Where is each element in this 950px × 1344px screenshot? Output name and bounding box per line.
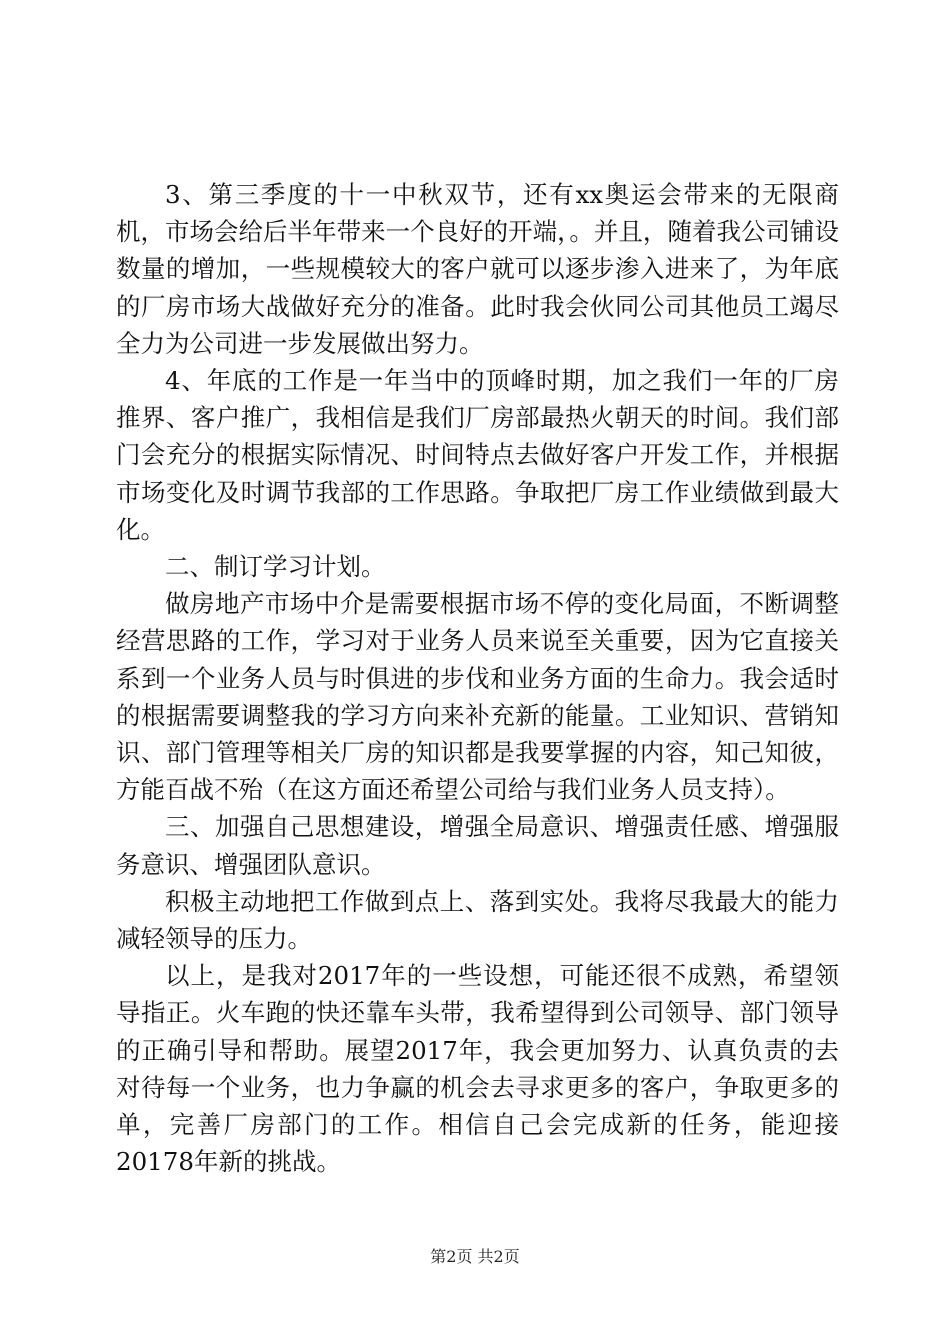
paragraph-study-plan: 做房地产市场中介是需要根据市场不停的变化局面，不断调整经营思路的工作，学习对于业务人员来说至关重要，因为它直接关系到一个业务人员与时俱进的步伐和业务方面的生命力。我会适时的根据需要调整我的学习方向来补充新的能量。工业知识、营销知识、部门管理等相关厂房的知识都是我要掌握的内容，知己知彼，方能百战不殆（在这方面还希望公司给与我们业务人员支持）。 — [116, 589, 839, 805]
document-body — [116, 176, 839, 1180]
paragraph-q3-plan: 3、第三季度的十一中秋双节，还有xx奥运会带来的无限商机，市场会给后半年带来一个良好的开端，。并且，随着我公司铺设数量的增加，一些规模较大的客户就可以逐步渗入进来了，为年底的厂房市场大战做好充分的准备。此时我会伙同公司其他员工竭尽全力为公司进一步发展做出努力。 — [116, 180, 839, 358]
paragraph-conclusion: 以上，是我对2017年的一些设想，可能还很不成熟，希望领导指正。火车跑的快还靠车头带，我希望得到公司领导、部门领导的正确引导和帮助。展望2017年，我会更加努力、认真负责的去对待每一个业务，也力争赢的机会去寻求更多的客户，争取更多的单，完善厂房部门的工作。相信自己会完成新的任务，能迎接20178年新的挑战。 — [116, 961, 839, 1177]
paragraph-initiative: 积极主动地把工作做到点上、落到实处。我将尽我最大的能力减轻领导的压力。 — [116, 886, 839, 954]
section-heading-ideology: 三、加强自己思想建设，增强全局意识、增强责任感、增强服务意识、增强团队意识。 — [116, 812, 839, 879]
section-heading-study-plan: 二、制订学习计划。 — [165, 552, 386, 582]
page-number-footer: 第2页 共2页 — [430, 1247, 520, 1266]
paragraph-year-end-plan: 4、年底的工作是一年当中的顶峰时期，加之我们一年的厂房推界、客户推广，我相信是我们厂房部最热火朝天的时间。我们部门会充分的根据实际情况、时间特点去做好客户开发工作，并根据市场变化及时调节我部的工作思路。争取把厂房工作业绩做到最大化。 — [116, 366, 839, 544]
